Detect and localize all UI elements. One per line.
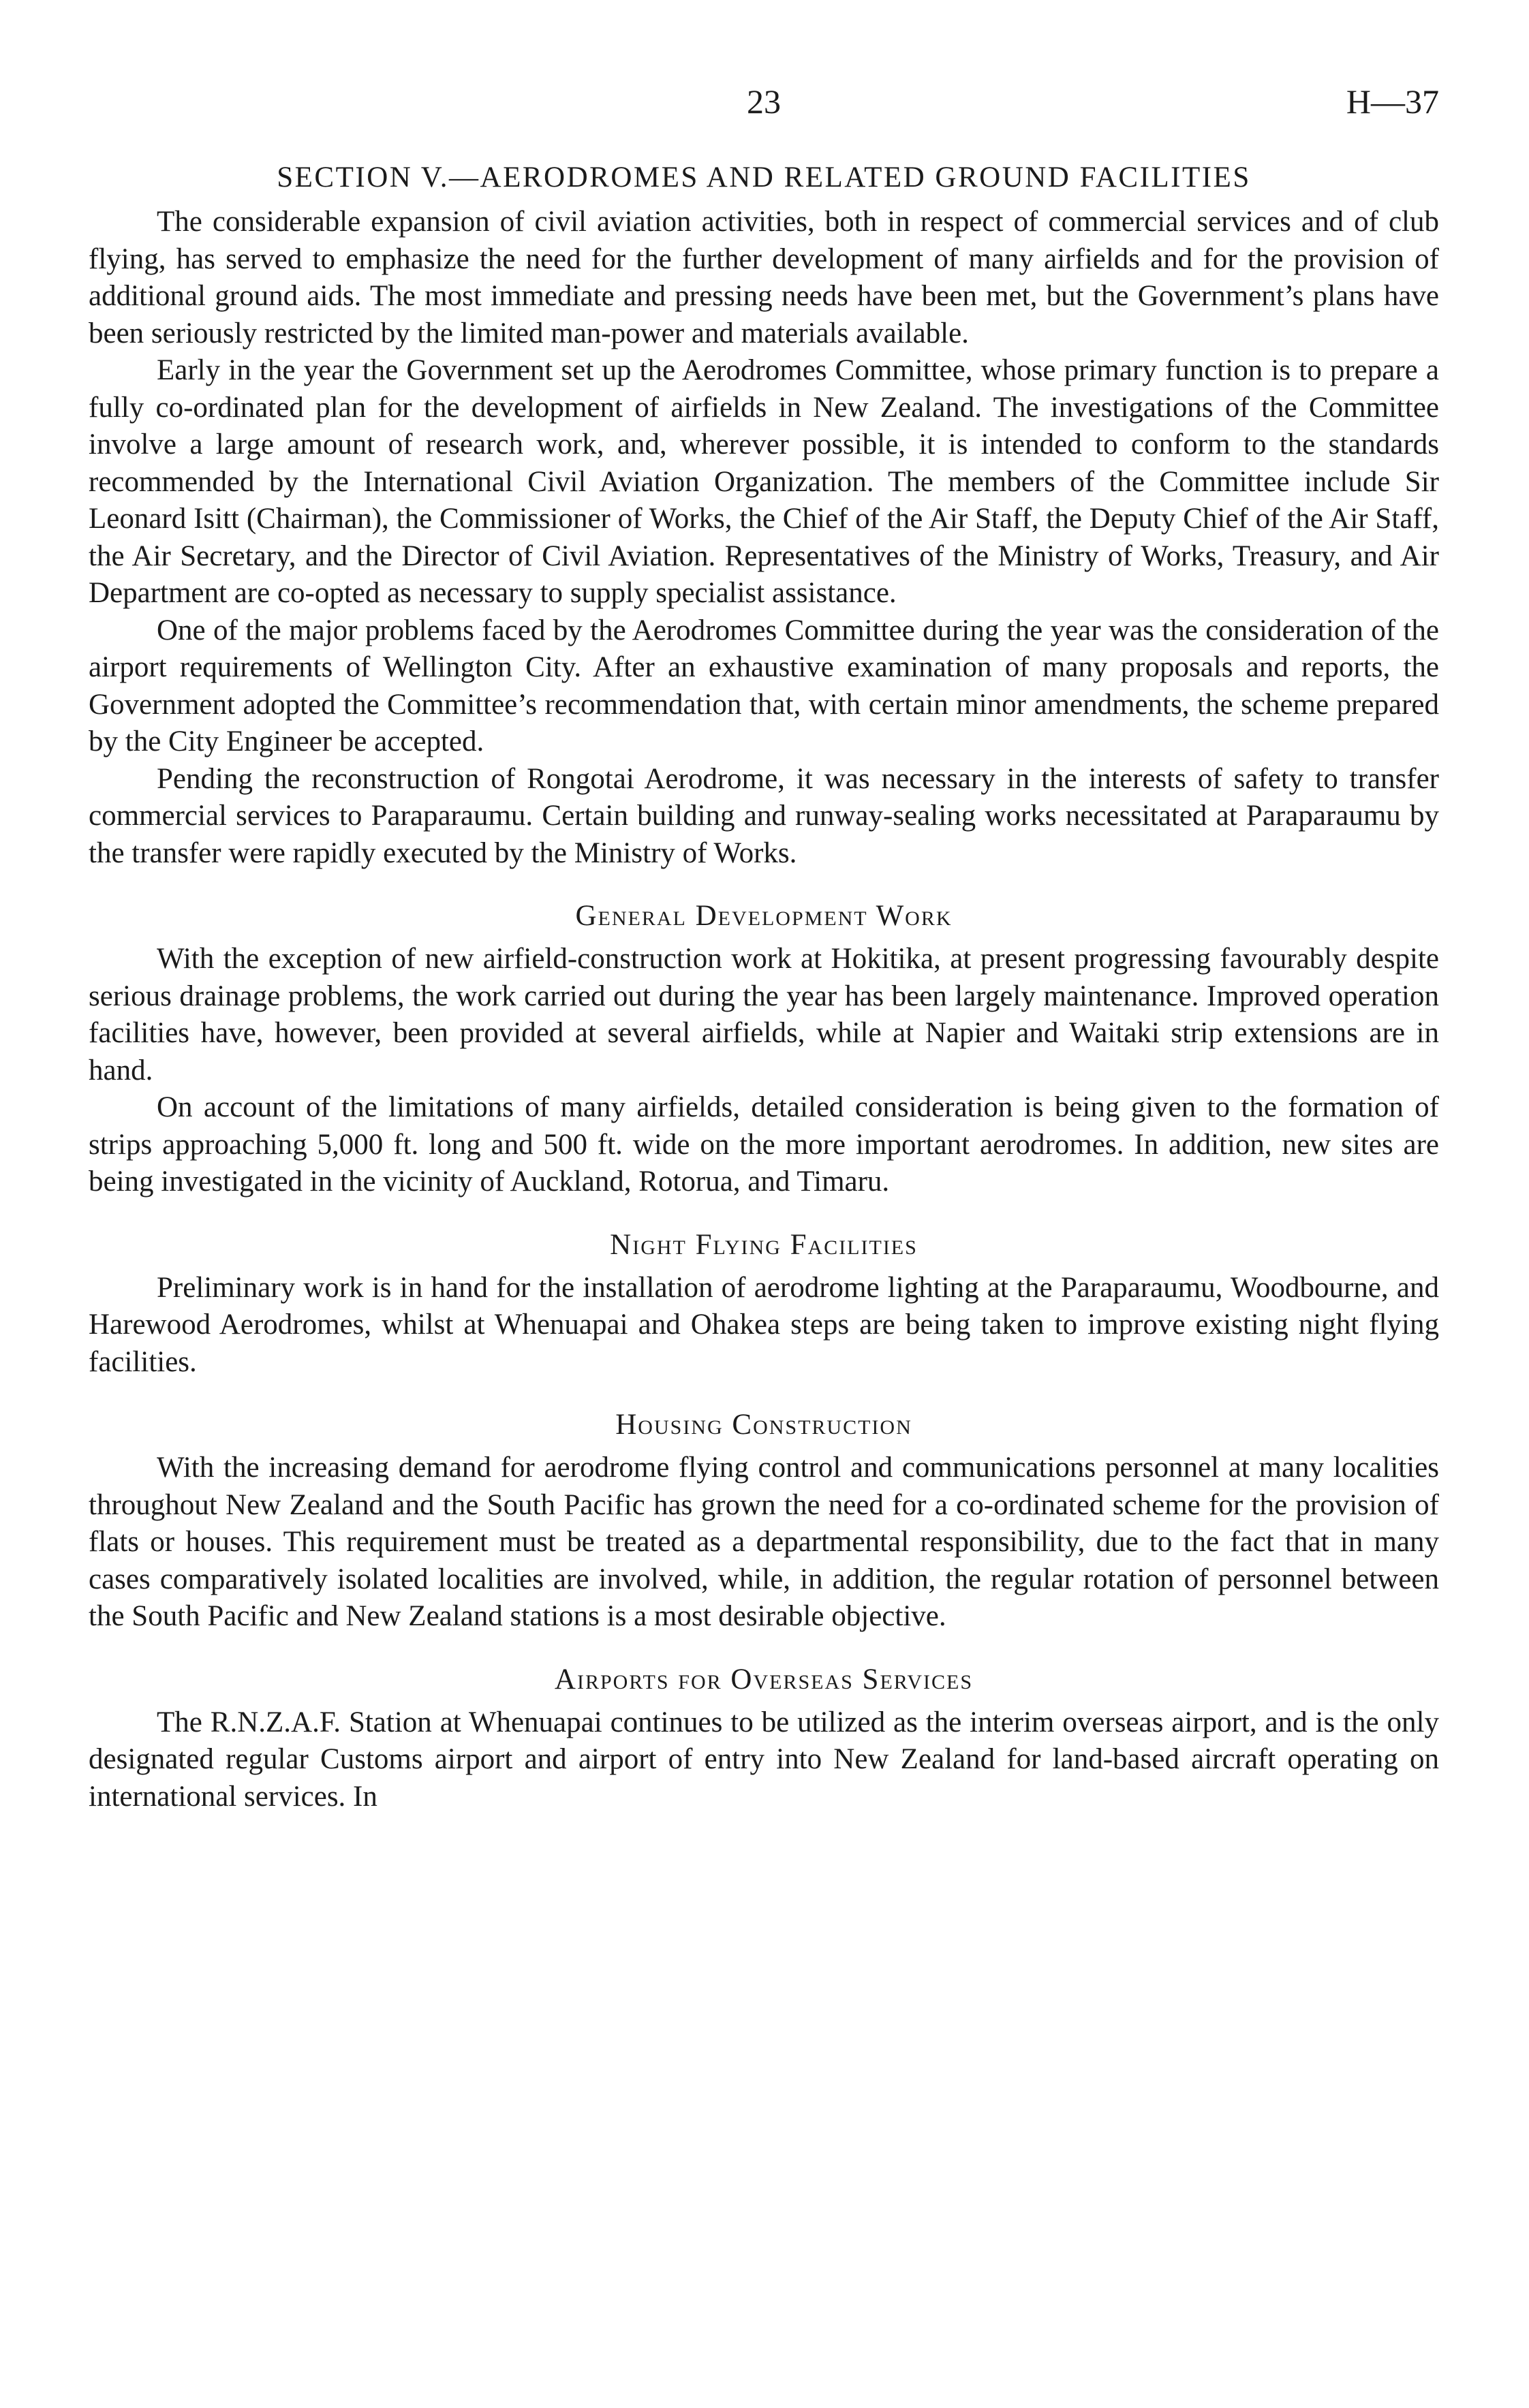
document-page bbox=[89, 82, 1439, 1815]
subheading-airports-overseas: Airports for Overseas Services bbox=[554, 1663, 974, 1695]
paragraph: The considerable expansion of civil aviation activities, both in respect of commercial services and of club flying, has served to emphasize the need for the further development of many airfields and for the provision of additional ground aids. The most immediate and pressing needs have been met, but the Government’s plans have been seriously restricted by the limited man-power and materials available. bbox=[89, 206, 1439, 349]
subheading-housing: Housing Construction bbox=[615, 1409, 912, 1441]
subheading-general-development: General Development Work bbox=[575, 900, 953, 932]
paragraph: With the exception of new airfield-construction work at Hokitika, at present progressing favourably despite serious drainage problems, the work carried out during the year has been largely maintenance. Improved operation facilities have, however, been provided at several airfields, while at Napier and Waitaki strip extensions are in hand. bbox=[89, 943, 1439, 1086]
paragraph: On account of the limitations of many airfields, detailed consideration is being given to the formation of strips approaching 5,000 ft. long and 500 ft. wide on the more important aerodromes. In addition, new sites are being investigated in the vicinity of Auckland, Rotorua, and Timaru. bbox=[89, 1091, 1439, 1198]
paragraph: Early in the year the Government set up the Aerodromes Committee, whose primary function is to prepare a fully co-ordinated plan for the development of airfields in New Zealand. The investigations of the Committee involve a large amount of research work, and, wherever possible, it is intended to conform to the standards recommended by the International Civil Aviation Organization. The members of the Committee include Sir Leonard Isitt (Chairman), the Commissioner of Works, the Chief of the Air Staff, the Deputy Chief of the Air Staff, the Air Secretary, and the Director of Civil Aviation. Representatives of the Ministry of Works, Treasury, and Air Department are co-opted as necessary to supply specialist assistance. bbox=[89, 354, 1439, 609]
paragraph: Pending the reconstruction of Rongotai Aerodrome, it was necessary in the interests of safety to transfer commercial services to Paraparaumu. Certain building and runway-sealing works necessitated at Paraparaumu by the transfer were rapidly executed by the Ministry of Works. bbox=[89, 762, 1439, 869]
subheading-night-flying: Night Flying Facilities bbox=[610, 1228, 918, 1261]
document-reference: H—37 bbox=[1346, 82, 1439, 121]
section-title: SECTION V.—AERODROMES AND RELATED GROUND FACILITIES bbox=[277, 161, 1251, 193]
paragraph: With the increasing demand for aerodrome flying control and communications personnel at many localities throughout New Zealand and the South Pacific has grown the need for a co-ordinated scheme for the provision of flats or houses. This requirement must be treated as a departmental responsibility, due to the fact that in many cases comparatively isolated localities are involved, while, in addition, the regular rotation of personnel between the South Pacific and New Zealand stations is a most desirable objective. bbox=[89, 1452, 1439, 1632]
paragraph: The R.N.Z.A.F. Station at Whenuapai continues to be utilized as the interim overseas airport, and is the only designated regular Customs airport and airport of entry into New Zealand for land-based aircraft operating on international services. In bbox=[89, 1706, 1439, 1813]
paragraph: Preliminary work is in hand for the installation of aerodrome lighting at the Paraparaumu, Woodbourne, and Harewood Aerodromes, whilst at Whenuapai and Ohakea steps are being taken to improve existing night flying facilities. bbox=[89, 1271, 1439, 1378]
paragraph: One of the major problems faced by the Aerodromes Committee during the year was the consideration of the airport requirements of Wellington City. After an exhaustive examination of many proposals and reports, the Government adopted the Committee’s recommendation that, with certain minor amendments, the scheme prepared by the City Engineer be accepted. bbox=[89, 614, 1439, 757]
page-number: 23 bbox=[747, 82, 781, 121]
page-header bbox=[89, 82, 1439, 136]
